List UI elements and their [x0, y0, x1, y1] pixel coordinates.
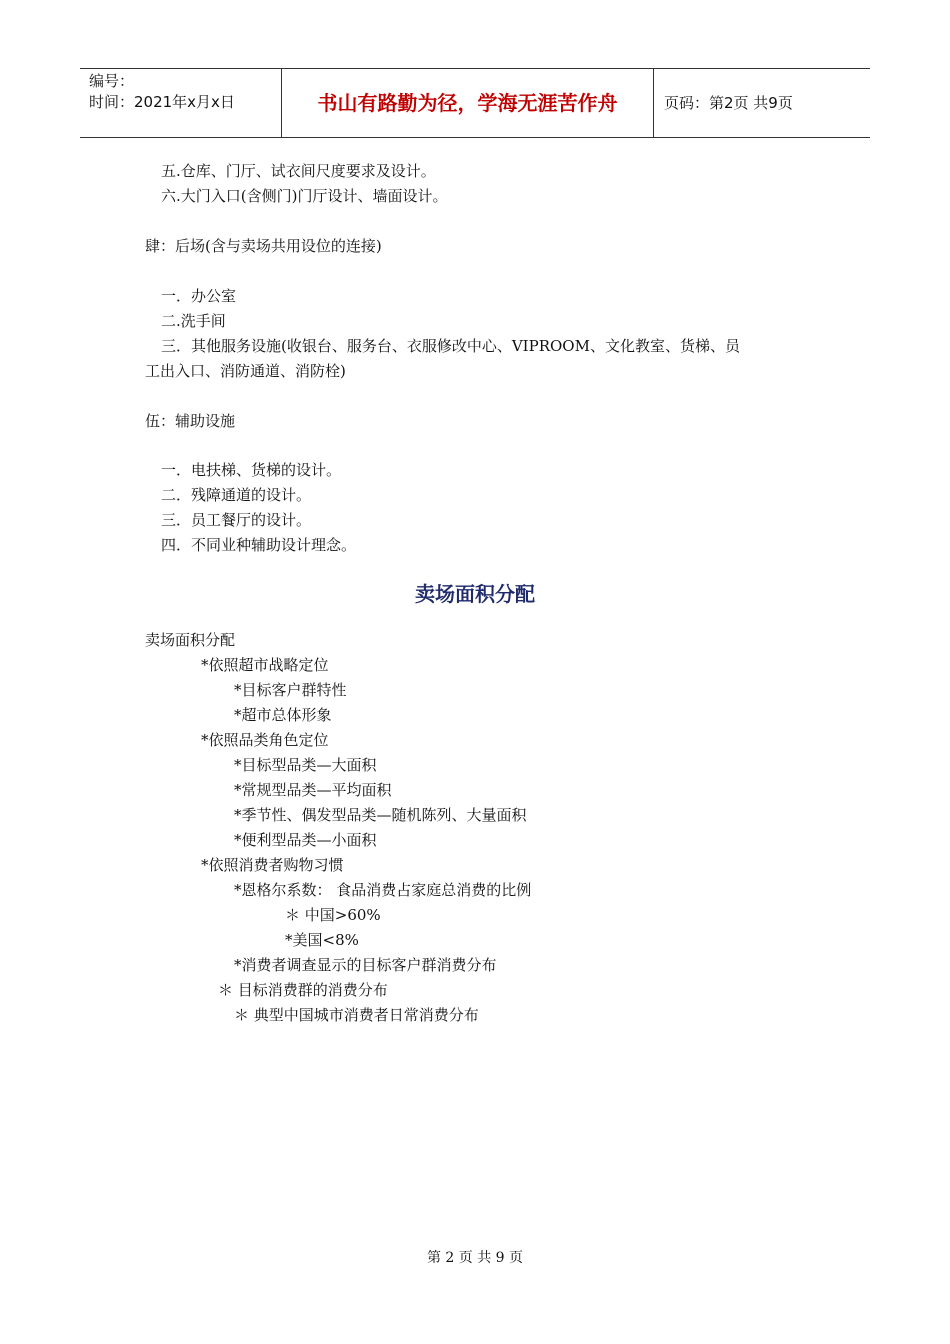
body-line: 一．办公室 [161, 287, 237, 305]
outline-item: *恩格尔系数： 食品消费占家庭总消费的比例 [234, 881, 532, 899]
document-date: 时间：2021年x月x日 [89, 93, 235, 111]
outline-item: *便利型品类—小面积 [234, 831, 377, 849]
body-line: 六.大门入口(含侧门)门厅设计、墙面设计。 [161, 187, 448, 205]
outline-item: *依照超市战略定位 [201, 656, 329, 674]
outline-item: ＊ 中国>60% [285, 906, 381, 924]
section-heading: 伍：辅助设施 [145, 412, 236, 430]
section-heading: 肆：后场(含与卖场共用设位的连接) [145, 237, 382, 255]
outline-item: *目标客户群特性 [234, 681, 347, 699]
body-line: 工出入口、消防通道、消防栓) [145, 362, 346, 380]
outline-item: 卖场面积分配 [145, 631, 236, 649]
outline-item: *常规型品类—平均面积 [234, 781, 392, 799]
outline-item: ＊ 目标消费群的消费分布 [218, 981, 388, 999]
page-footer: 第 2 页 共 9 页 [426, 1250, 524, 1266]
body-line: 三．其他服务设施(收银台、服务台、衣服修改中心、VIPROOM、文化教室、货梯、员 [161, 337, 740, 355]
body-line: 一．电扶梯、货梯的设计。 [161, 461, 342, 479]
body-line: 三．员工餐厅的设计。 [161, 511, 312, 529]
header-motto: 书山有路勤为径，学海无涯苦作舟 [282, 69, 654, 137]
header-page-info: 页码：第2页 共9页 [664, 94, 793, 112]
outline-item: *美国<8% [285, 931, 359, 949]
body-line: 二.洗手间 [161, 312, 226, 330]
page-header [80, 68, 870, 138]
body-line: 二．残障通道的设计。 [161, 486, 312, 504]
section-title: 卖场面积分配 [415, 582, 535, 606]
outline-item: *目标型品类—大面积 [234, 756, 377, 774]
body-line: 五.仓库、门厅、试衣间尺度要求及设计。 [161, 162, 436, 180]
body-line: 四．不同业种辅助设计理念。 [161, 536, 357, 554]
outline-item: *超市总体形象 [234, 706, 332, 724]
outline-item: ＊ 典型中国城市消费者日常消费分布 [234, 1006, 479, 1024]
document-number-label: 编号： [89, 72, 135, 90]
outline-item: *季节性、偶发型品类—随机陈列、大量面积 [234, 806, 527, 824]
header-meta [80, 69, 282, 137]
outline-item: *消费者调查显示的目标客户群消费分布 [234, 956, 497, 974]
outline-item: *依照消费者购物习惯 [201, 856, 344, 874]
outline-item: *依照品类角色定位 [201, 731, 329, 749]
